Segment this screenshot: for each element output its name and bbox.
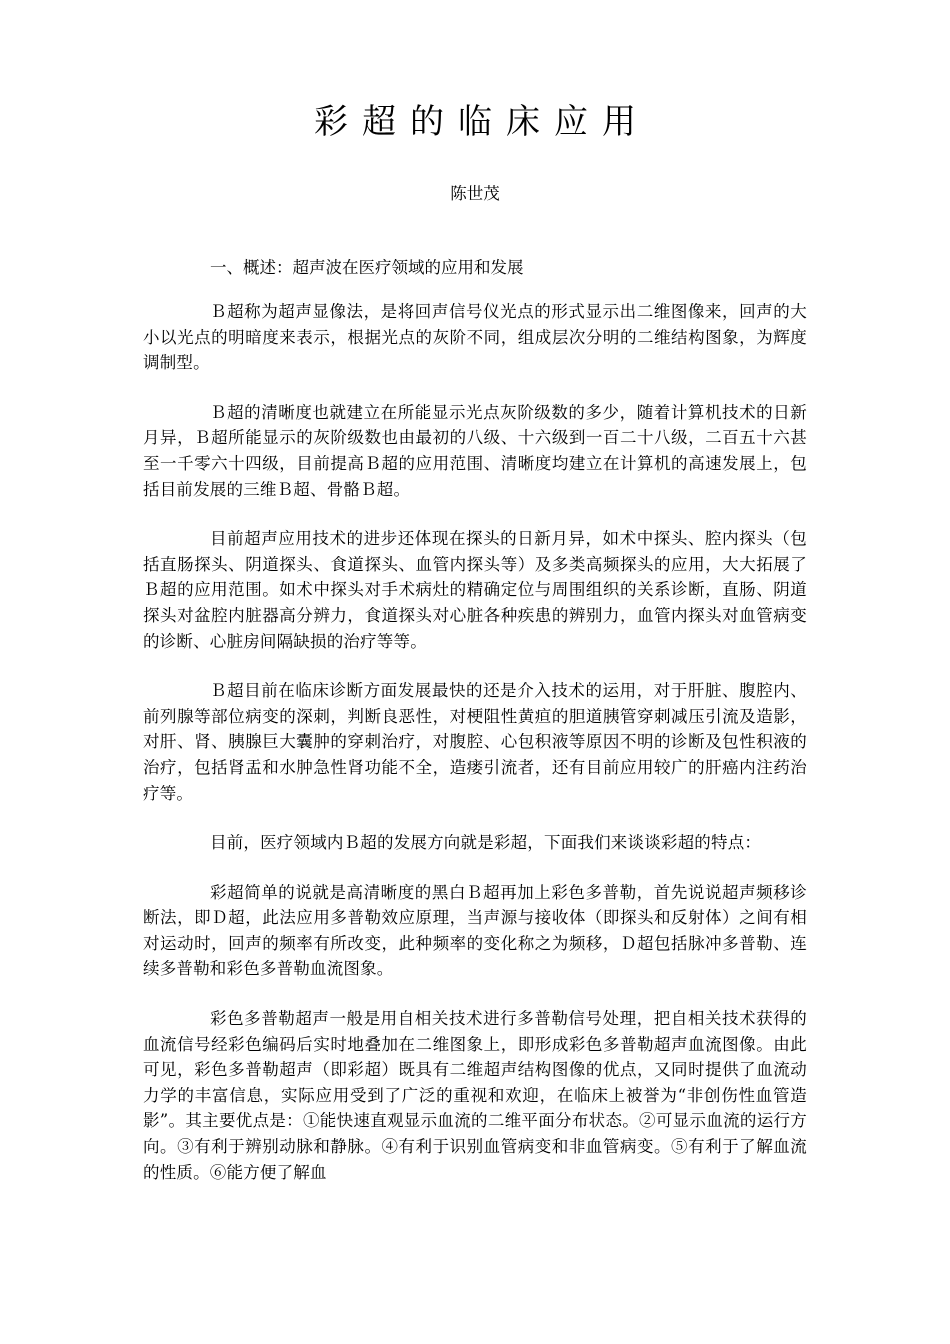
paragraph-7: 彩色多普勒超声一般是用自相关技术进行多普勒信号处理，把自相关技术获得的血流信号经彩色编码后实时地叠加在二维图象上，即形成彩色多普勒超声血流图像。由此可见，彩色多普勒超声（即彩超）既具有二维超声结构图像的优点，又同时提供了血流动力学的丰富信息，实际应用受到了广泛的重视和欢迎，在临床上被誉为“非创伤性血管造影”。其主要优点是：①能快速直观显示血流的二维平面分布状态。②可显示血流的运行方向。③有利于辨别动脉和静脉。④有利于识别血管病变和非血管病变。⑤有利于了解血流的性质。⑥能方便了解血 [143, 1009, 807, 1182]
paragraph-2: Ｂ超的清晰度也就建立在所能显示光点灰阶级数的多少，随着计算机技术的日新月异，Ｂ超所能显示的灰阶级数也由最初的八级、十六级到一百二十八级，二百五十六甚至一千零六十四级，目前提高Ｂ超的应用范围、清晰度均建立在计算机的高速发展上，包括目前发展的三维Ｂ超、骨骼Ｂ超。 [143, 402, 807, 499]
section-heading: 一、概述：超声波在医疗领域的应用和发展 [210, 258, 524, 277]
paragraph-3: 目前超声应用技术的进步还体现在探头的日新月异，如术中探头、腔内探头（包括直肠探头、阴道探头、食道探头、血管内探头等）及多类高频探头的应用，大大拓展了Ｂ超的应用范围。如术中探头对手术病灶的精确定位与周围组织的关系诊断，直肠、阴道探头对盆腔内脏器高分辨力，食道探头对心脏各种疾患的辨别力，血管内探头对血管病变的诊断、心脏房间隔缺损的治疗等等。 [143, 529, 807, 651]
body-text [143, 299, 807, 1209]
paragraph-1: Ｂ超称为超声显像法，是将回声信号仪光点的形式显示出二维图像来，回声的大小以光点的明暗度来表示，根据光点的灰阶不同，组成层次分明的二维结构图象，为辉度调制型。 [143, 302, 807, 373]
page-title: 彩超的临床应用 [314, 102, 650, 142]
paragraph-4: Ｂ超目前在临床诊断方面发展最快的还是介入技术的运用，对于肝脏、腹腔内、前列腺等部位病变的深刺，判断良恶性，对梗阻性黄疸的胆道胰管穿刺减压引流及造影，对肝、肾、胰腺巨大囊肿的穿刺治疗，对腹腔、心包积液等原因不明的诊断及包性积液的治疗，包括肾盂和水肿急性肾功能不全，造瘘引流者，还有目前应用较广的肝癌内注药治疗等。 [143, 681, 807, 803]
paragraph-6: 彩超简单的说就是高清晰度的黑白Ｂ超再加上彩色多普勒，首先说说超声频移诊断法，即Ｄ超，此法应用多普勒效应原理，当声源与接收体（即探头和反射体）之间有相对运动时，回声的频率有所改变，此种频率的变化称之为频移，Ｄ超包括脉冲多普勒、连续多普勒和彩色多普勒血流图象。 [143, 882, 807, 979]
author-name: 陈世茂 [450, 184, 500, 203]
paragraph-5: 目前，医疗领域内Ｂ超的发展方向就是彩超，下面我们来谈谈彩超的特点： [210, 833, 762, 853]
